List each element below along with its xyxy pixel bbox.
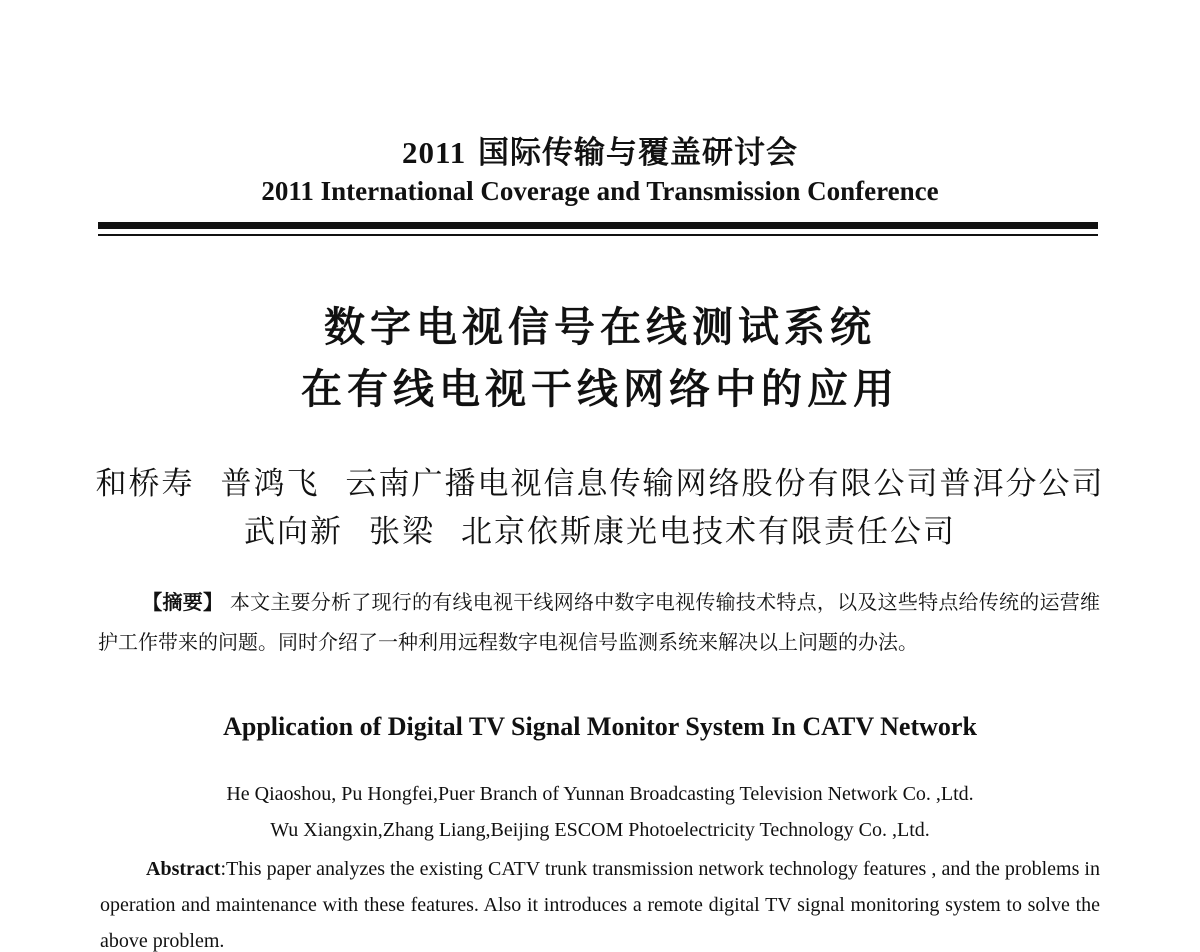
authors-cn (0, 460, 1200, 556)
authors-en-line-1: He Qiaoshou, Pu Hongfei,Puer Branch of Yunnan Broadcasting Television Network Co. ,Ltd. (226, 783, 974, 805)
abstract-cn-text: 本文主要分析了现行的有线电视干线网络中数字电视传输技术特点，以及这些特点给传统的运营维护工作带来的问题。同时介绍了一种利用远程数字电视信号监测系统来解决以上问题的办法。 (98, 590, 1101, 654)
abstract-cn (98, 582, 1100, 662)
paper-title-line-2: 在有线电视干线网络中的应用 (301, 365, 899, 413)
abstract-cn-label: 【摘要】 (142, 590, 224, 614)
paper-title-line-1: 数字电视信号在线测试系统 (324, 303, 876, 351)
conference-year: 2011 (401, 135, 467, 170)
authors-en-line-2: Wu Xiangxin,Zhang Liang,Beijing ESCOM Photoelectricity Technology Co. ,Ltd. (270, 819, 930, 841)
paper-title-cn (0, 296, 1200, 420)
authors-en (0, 776, 1200, 848)
conference-name-cn: 国际传输与覆盖研讨会 (478, 135, 799, 171)
abstract-en-text: :This paper analyzes the existing CATV trunk transmission network technology features , and the problems in operation and maintenance with these features. Also it introduces a remote digital TV signal monitoring system to solve the above problem. (100, 858, 1100, 952)
paper-title-en: Application of Digital TV Signal Monitor System In CATV Network (223, 712, 977, 741)
abstract-en (100, 851, 1100, 952)
affiliation-escom: 北京依斯康光电技术有限责任公司 (461, 514, 956, 550)
header-rule-thin (98, 234, 1098, 236)
authors-line-1 (0, 460, 1200, 508)
affiliation-yunnan: 云南广播电视信息传输网络股份有限公司普洱分公司 (345, 466, 1105, 502)
authors-line-2 (0, 508, 1200, 556)
author-he-qiaoshou: 和桥寿 (95, 466, 195, 502)
abstract-en-label: Abstract (146, 858, 221, 880)
author-zhang-liang: 张梁 (369, 514, 435, 550)
conference-title-en: 2011 International Coverage and Transmission Conference (261, 176, 939, 206)
conference-title-cn (0, 127, 1200, 172)
author-pu-hongfei: 普鸿飞 (220, 466, 320, 502)
header-rule-thick (98, 222, 1098, 229)
author-wu-xiangxin: 武向新 (244, 514, 343, 550)
